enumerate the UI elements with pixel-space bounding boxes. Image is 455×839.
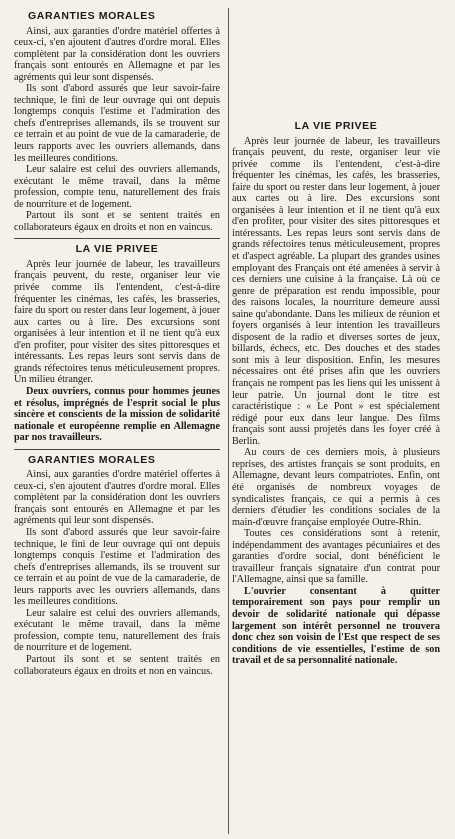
paragraph: Partout ils sont et se sentent traités en collaborateurs égaux en droits et non en vaincus. bbox=[14, 210, 220, 233]
paragraph: Leur salaire est celui des ouvriers allemands, exécutant le même travail, dans la même profession, compte tenu, naturellement des frais de nourriture et de logement. bbox=[14, 607, 220, 654]
section-heading: LA VIE PRIVEE bbox=[75, 243, 159, 256]
section-vie-privee-left bbox=[14, 244, 220, 443]
section-heading: LA VIE PRIVEE bbox=[294, 120, 378, 132]
paragraph: Ainsi, aux garanties d'ordre matériel offertes à ceux-ci, s'en ajoutent d'autres d'ordre moral. Elles complètent par la considération dont les ouvriers français sont entourés en Allemagne et par les agréments qui leur sont dispensés. bbox=[14, 469, 220, 527]
divider bbox=[14, 449, 220, 450]
paragraph: Après leur journée de labeur, les travailleurs français peuvent, du reste, organiser leur vie privée comme ils l'entendent, c'est-à-dire fréquenter les cinémas, les cafés, les brasseries, faire du sport ou rester dans leur logement, à jouer aux cartes ou à lire. Des excursions sont organisées à leur intention et il ne tient qu'à eux d'en profiter, pour visiter des sites pittoresques et intéressants. Les repas leurs sont servis dans de grands réfectoires tenus méticuleusement propres. Un milieu étranger. bbox=[14, 258, 220, 386]
paragraph: Au cours de ces derniers mois, à plusieurs reprises, des artistes français se sont produits, en Allemagne, devant leurs compatriotes. Enfin, ont été organisés de nombreux voyages de syndicalistes français, ce qui a permis à ces derniers d'étudier les conditions sociales de la main-d'œuvre française employée Outre-Rhin. bbox=[232, 447, 440, 528]
paragraph: Toutes ces considérations sont à retenir, indépendamment des avantages pécuniaires et des garanties d'ordre social, dont bénéficient le travailleur français signataire d'un contrat pour l'Allemagne, ainsi que sa famille. bbox=[232, 528, 440, 586]
left-column bbox=[14, 8, 229, 834]
bold-paragraph: L'ouvrier consentant à quitter temporairement son pays pour remplir un devoir de solidarité nationale qui dépasse largement son intérêt personnel ne trouvera donc chez son voisin de l'Est que respect de ses conditions de vie essentielles, l'estime de son travail et de sa personnalité nationale. bbox=[232, 585, 440, 667]
paragraph: Ainsi, aux garanties d'ordre matériel offertes à ceux-ci, s'en ajoutent d'autres d'ordre moral. Elles complètent par la considération dont les ouvriers français sont entourés en Allemagne et par les agréments qui leur sont dispensés. bbox=[14, 25, 220, 83]
divider bbox=[14, 238, 220, 239]
bold-paragraph: Deux ouvriers, connus pour hommes jeunes et résolus, imprégnés de l'esprit social le plus sincère et conscients de la mission de solidarité nationale et européenne remplie en Allemagne par nos travailleurs. bbox=[14, 385, 220, 444]
paragraph: Leur salaire est celui des ouvriers allemands, exécutant le même travail, dans la même profession, compte tenu, naturellement des frais de nourriture et de logement. bbox=[14, 164, 220, 210]
right-column bbox=[232, 118, 440, 667]
paragraph: Après leur journée de labeur, les travailleurs français peuvent, du reste, organiser leur vie privée comme ils l'entendent, c'est-à-dire fréquenter les cinémas, les cafés, les brasseries, faire du sport ou rester dans leur logement, à jouer aux cartes ou à lire. Des excursions sont organisées à leur intention et il ne tient qu'à eux d'en profiter, pour visiter des sites pittoresques et intéressants. Les repas leurs sont servis dans de grands réfectoires tenus méticuleusement, propres et d'aspect agréable. La plupart des grandes usines employant des Français ont été amenées à servir à ces derniers une cuisine à la française. Là où ce genre de préparation est rendu impossible, pour des raisons locales, la nourriture demeure aussi saine qu'abondante. Dans les milieux de réunion et foyers organisés à leur intention les travailleurs disposent de la radio et diverses sortes de jeux, billards, échecs, etc. Des douches et des stades sont mis à leur disposition. Enfin, les mesures nécessaires ont été prises afin que les ouvriers français ne rompent pas les liens qui les unissent à leur patrie. Un journal dont le titre est caractéristique : « Le Pont » est spécialement rédigé pour eux dans leur langue. Des films français sont aussi projetés dans les foyer créé à Berlin. bbox=[232, 135, 440, 447]
paragraph: Ils sont d'abord assurés que leur savoir-faire technique, le fini de leur ouvrage qui ont depuis longtemps conquis l'estime et l'admiration des chefs d'entreprises allemands, ils se trouvent sur ce terrain et au point de vue de la camaraderie, de leurs rapports avec les ouvriers allemands, dans les meilleures conditions. bbox=[14, 526, 220, 608]
paragraph: Ils sont d'abord assurés que leur savoir-faire technique, le fini de leur ouvrage qui ont depuis longtemps conquis l'estime et l'admiration des chefs d'entreprises allemands, ils se trouvent sur ce terrain et au point de vue de la camaraderie, de leurs rapports avec les ouvriers allemands, dans les meilleures conditions. bbox=[14, 83, 220, 164]
section-garanties-morales-bottom bbox=[14, 455, 220, 677]
section-heading: GARANTIES MORALES bbox=[28, 10, 156, 22]
paragraph: Partout ils sont et se sentent traités en collaborateurs égaux en droits et non en vaincus. bbox=[14, 653, 220, 677]
section-heading: GARANTIES MORALES bbox=[28, 453, 156, 466]
section-garanties-morales-top bbox=[14, 11, 220, 233]
